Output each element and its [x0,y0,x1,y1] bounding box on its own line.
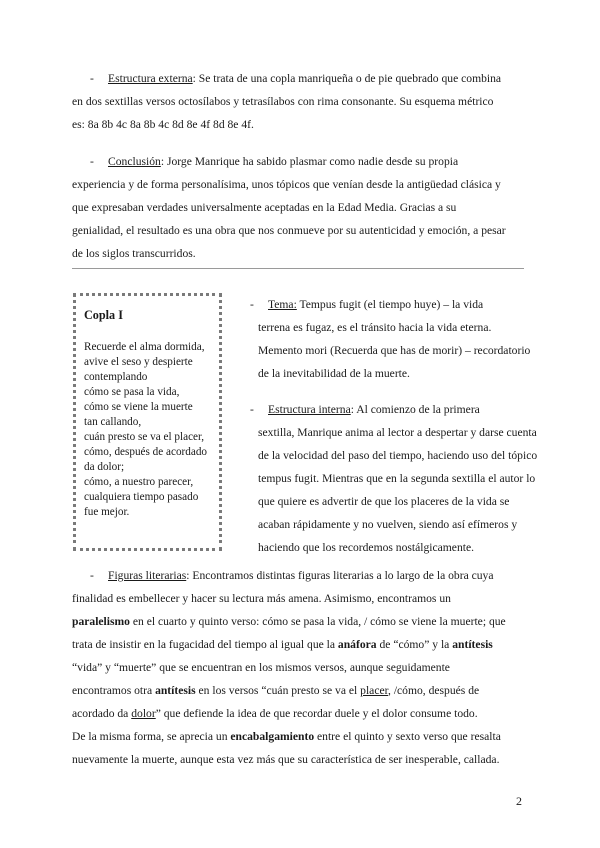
poem-line: Recuerde el alma dormida, [84,341,205,353]
structure-external-line-2: en dos sextillas versos octosílabos y tetrasílabos con rima consonante. Su esquema métrico [72,95,494,108]
structure-internal-line-6: acaban rápidamente y no vuelven, siendo así efímeros y [258,518,518,531]
conclusion-line-5: de los siglos transcurridos. [72,247,196,260]
poem-line: cómo se pasa la vida, [84,386,180,398]
figures-line-9: nuevamente la muerte, aunque esta vez más que su característica de ser inesperable, callada. [72,753,500,766]
bullet-dash: - [90,72,94,85]
figures-line-3: paralelismo en el cuarto y quinto verso: cómo se pasa la vida, / cómo se viene la muerte; que [72,615,506,628]
horizontal-divider [72,268,524,269]
poem-box [73,293,222,551]
structure-internal-line-5: que quiere es advertir de que los placeres de la vida se [258,495,510,508]
conclusion-label: Conclusión [108,155,161,168]
structure-external-label: Estructura externa [108,72,193,85]
tema-line-3: Memento mori (Recuerda que has de morir) – recordatorio [258,344,531,357]
structure-external-line-1: - Estructura externa: Se trata de una copla manriqueña o de pie quebrado que combina [90,67,501,90]
figures-line-5: “vida” y “muerte” que se encuentran en los mismos versos, aunque seguidamente [72,661,450,674]
tema-line-1: - Tema: Tempus fugit (el tiempo huye) – la vida [250,293,483,316]
tema-label: Tema: [268,298,297,311]
page-number: 2 [516,794,522,808]
figures-line-1: - Figuras literarias: Encontramos distintas figuras literarias a lo largo de la obra cuya [90,564,494,587]
bullet-dash: - [250,298,254,311]
conclusion-line-2: experiencia y de forma personalísima, unos tópicos que venían desde la antigüedad clásica y [72,178,501,191]
figures-line-4: trata de insistir en la fugacidad del tiempo al igual que la anáfora de “cómo” y la antítesis [72,638,493,651]
poem-line: avive el seso y despierte [84,356,193,368]
structure-external-line-3: es: 8a 8b 4c 8a 8b 4c 8d 8e 4f 8d 8e 4f. [72,118,254,131]
conclusion-line-3: que expresaban verdades universalmente aceptadas en la Edad Media. Gracias a su [72,201,457,214]
structure-internal-line-4: tempus fugit. Mientras que en la segunda sextilla el autor lo [258,472,536,485]
poem-line: tan callando, [84,416,142,428]
bullet-dash: - [250,403,254,416]
tema-line-4: de la inevitabilidad de la muerte. [258,367,410,380]
structure-internal-line-7: haciendo que los recordemos nostálgicamente. [258,541,475,554]
figures-label: Figuras literarias [108,569,187,582]
figures-line-7: acordado da dolor” que defiende la idea de que recordar duele y el dolor consume todo. [72,707,478,720]
poem-line: cualquiera tiempo pasado [84,491,199,503]
poem-line: cuán presto se va el placer, [84,431,205,443]
figures-line-2: finalidad es embellecer y hacer su lectura más amena. Asimismo, encontramos un [72,592,451,605]
bullet-dash: - [90,155,94,168]
structure-internal-line-1: - Estructura interna: Al comienzo de la primera [250,398,480,421]
poem-title: Copla I [84,308,123,322]
tema-line-2: terrena es fugaz, es el tránsito hacia la vida eterna. [258,321,492,334]
poem-line: da dolor; [84,461,125,473]
poem-line: contemplando [84,371,148,383]
figures-line-8: De la misma forma, se aprecia un encabalgamiento entre el quinto y sexto verso que resalta [72,730,501,743]
bullet-dash: - [90,569,94,582]
structure-internal-label: Estructura interna [268,403,351,416]
poem-line: cómo se viene la muerte [84,401,193,413]
conclusion-line-1: - Conclusión: Jorge Manrique ha sabido plasmar como nadie desde su propia [90,150,458,173]
figures-line-6: encontramos otra antítesis en los versos “cuán presto se va el placer, /cómo, después de [72,684,480,697]
structure-internal-line-3: de la velocidad del paso del tiempo, haciendo uso del tópico [258,449,538,462]
structure-internal-line-2: sextilla, Manrique anima al lector a despertar y darse cuenta [258,426,537,439]
poem-line: fue mejor. [84,506,130,518]
poem-line: cómo, a nuestro parecer, [84,476,194,488]
poem-line: cómo, después de acordado [84,446,208,458]
conclusion-line-4: genialidad, el resultado es una obra que nos conmueve por su autenticidad y emoción, a pesar [72,224,506,237]
